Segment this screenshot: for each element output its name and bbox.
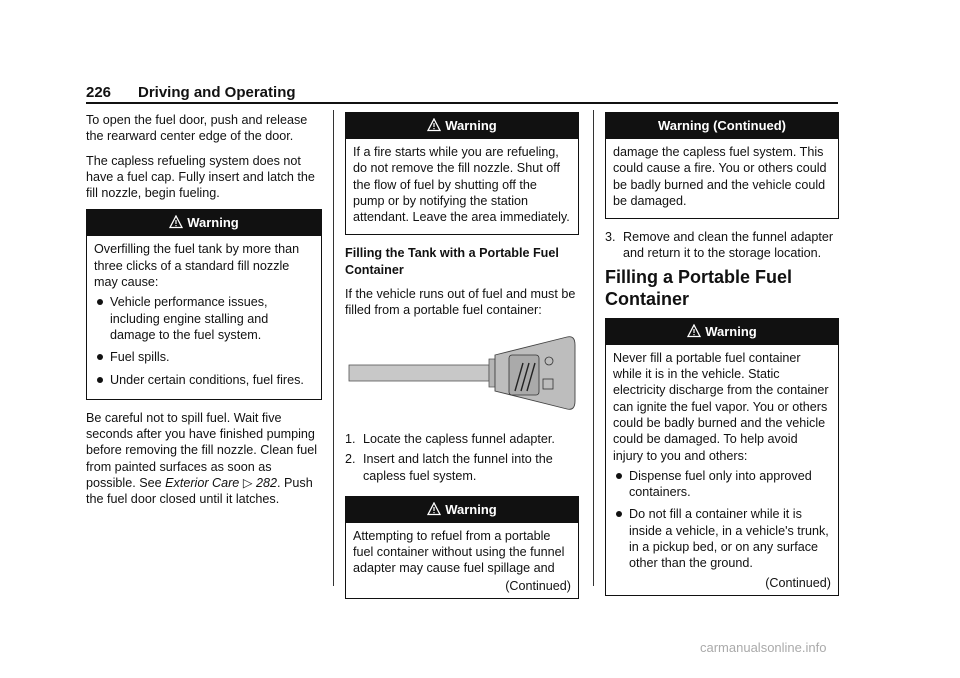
step-item <box>345 451 579 484</box>
paragraph: If the vehicle runs out of fuel and must be filled from a portable fuel container: <box>345 287 576 318</box>
column-divider <box>593 110 594 586</box>
bullet-text: Vehicle performance issues, including engine stalling and damage to the fuel system. <box>110 295 269 342</box>
funnel-adapter-illustration <box>345 335 579 421</box>
step-item <box>345 431 579 447</box>
warning-box <box>345 496 579 599</box>
warning-box <box>345 112 579 235</box>
warning-triangle-icon <box>427 118 441 132</box>
bullet-icon <box>97 299 103 305</box>
step-number: 3. <box>605 230 616 245</box>
warning-title: Warning <box>705 323 757 339</box>
page-number: 226 <box>86 84 112 101</box>
bullet-icon <box>97 354 103 360</box>
warning-body <box>606 345 838 595</box>
warning-bullets <box>613 468 831 572</box>
warning-title: Warning <box>445 118 497 133</box>
column-3 <box>605 112 839 606</box>
step-text: Insert and latch the funnel into the capless fuel system. <box>363 452 553 483</box>
step-number: 1. <box>345 431 356 446</box>
page-reference-arrow-icon: ▷ <box>242 476 253 491</box>
column-divider <box>333 110 334 586</box>
warning-body <box>87 236 321 398</box>
steps-list <box>345 431 579 484</box>
warning-title: Warning <box>445 501 497 517</box>
step-text: Locate the capless funnel adapter. <box>363 431 555 446</box>
continued-label: (Continued) <box>765 575 831 590</box>
header-rule <box>86 102 838 104</box>
warning-header <box>606 319 838 345</box>
bullet-text: Under certain conditions, fuel fires. <box>110 372 304 387</box>
section-title: Driving and Operating <box>138 84 296 101</box>
page-header <box>86 84 838 104</box>
cross-reference-page[interactable]: 282 <box>256 476 278 491</box>
warning-triangle-icon <box>427 502 441 516</box>
bullet-item <box>94 294 314 343</box>
bullet-item <box>613 468 831 501</box>
warning-header <box>606 113 838 139</box>
warning-triangle-icon <box>687 324 701 338</box>
column-1 <box>86 112 322 516</box>
watermark: carmanualsonline.info <box>700 640 827 655</box>
column-2 <box>345 112 579 609</box>
warning-title: Warning <box>187 215 239 231</box>
bullet-text: Fuel spills. <box>110 350 170 365</box>
step-number: 2. <box>345 452 356 467</box>
bullet-text: Dispense fuel only into approved containers. <box>629 468 812 500</box>
continued-label: (Continued) <box>505 578 571 593</box>
paragraph <box>86 410 322 508</box>
warning-header <box>87 210 321 236</box>
paragraph: To open the fuel door, push and release the rearward center edge of the door. <box>86 113 308 144</box>
bullet-item <box>94 349 314 365</box>
bullet-icon <box>616 473 622 479</box>
warning-body <box>346 523 578 598</box>
warning-box <box>86 209 322 399</box>
warning-triangle-icon <box>169 215 183 229</box>
warning-body <box>606 139 838 218</box>
paragraph: The capless refueling system does not have a fuel cap. Fully insert and latch the fill nozzle, begin fueling. <box>86 153 315 201</box>
section-heading: Filling a Portable Fuel Container <box>605 266 793 309</box>
text-run: . Push the fuel door closed until it latches. <box>86 476 313 507</box>
warning-box <box>605 318 839 596</box>
warning-text: Attempting to refuel from a portable fuel container without using the funnel adapter may cause fuel spillage and <box>353 528 565 576</box>
bullet-item <box>94 372 314 388</box>
warning-title: Warning (Continued) <box>657 118 787 133</box>
warning-bullets <box>94 294 314 387</box>
warning-text: If a fire starts while you are refueling, do not remove the fill nozzle. Shut off the flow of fuel by shutting off the pump or by notifying the station attendant. Leave the area immediately. <box>353 145 570 225</box>
warning-intro: Overfilling the fuel tank by more than three clicks of a standard fill nozzle may cause: <box>94 242 300 290</box>
step-text: Remove and clean the funnel adapter and return it to the storage location. <box>623 230 834 261</box>
warning-header <box>346 113 578 139</box>
warning-box <box>605 112 839 219</box>
warning-body <box>346 139 578 234</box>
bullet-icon <box>616 511 622 517</box>
step-item <box>605 229 839 262</box>
warning-intro: Never fill a portable fuel container while it is in the vehicle. Static electricity discharge from the container can ignite the fuel vapor. You or others could be badly burned and the vehicle could be damaged. To help avoid injury to you and others: <box>613 350 829 463</box>
steps-list <box>605 229 839 262</box>
bullet-icon <box>97 377 103 383</box>
text-run: Be careful not to spill fuel. Wait five seconds after you have finished pumping before removing the fill nozzle. Clean fuel from painted surfaces as soon as possible. See <box>86 410 318 491</box>
bullet-item <box>613 506 831 571</box>
cross-reference-link[interactable]: Exterior Care <box>165 476 240 491</box>
subheading: Filling the Tank with a Portable Fuel Container <box>345 246 559 277</box>
warning-text: damage the capless fuel system. This could cause a fire. You or others could be badly burned and the vehicle could be damaged. <box>613 145 827 208</box>
warning-header <box>346 497 578 523</box>
bullet-text: Do not fill a container while it is inside a vehicle, in a vehicle's trunk, in a pickup bed, or on any surface other than the ground. <box>629 507 829 571</box>
